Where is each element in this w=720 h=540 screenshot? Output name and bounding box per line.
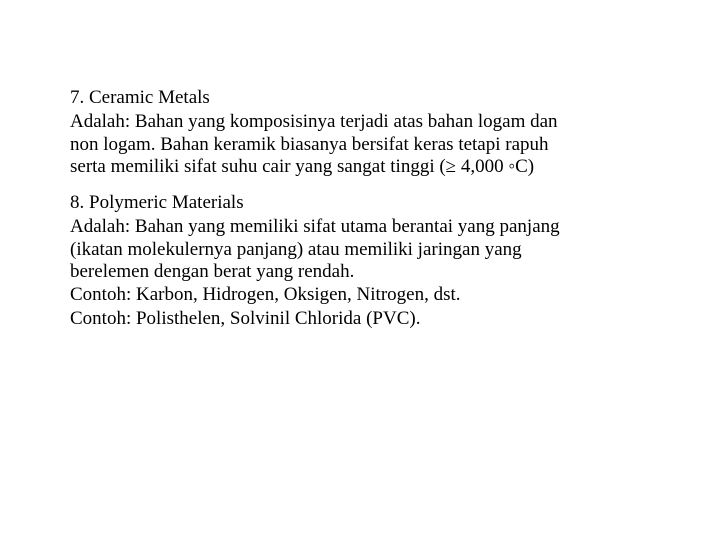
definition-line: (ikatan molekulernya panjang) atau memiliki jaringan yang xyxy=(70,239,522,260)
definition-line: Adalah: Bahan yang komposisinya terjadi atas bahan logam dan xyxy=(70,111,558,132)
section-heading: 8. Polymeric Materials xyxy=(70,192,244,213)
example-line: Contoh: Karbon, Hidrogen, Oksigen, Nitrogen, dst. xyxy=(70,284,461,305)
definition-line: serta memiliki sifat suhu cair yang sangat tinggi (≥ 4,000 ◦C) xyxy=(70,156,535,177)
definition-line: berelemen dengan berat yang rendah. xyxy=(70,261,355,282)
definition-line: non logam. Bahan keramik biasanya bersifat keras tetapi rapuh xyxy=(70,134,549,155)
slide-content xyxy=(70,86,670,331)
section-polymeric-materials xyxy=(70,191,670,331)
section-ceramic-metals xyxy=(70,86,670,178)
definition-line: Adalah: Bahan yang memiliki sifat utama berantai yang panjang xyxy=(70,216,560,237)
section-heading: 7. Ceramic Metals xyxy=(70,87,210,108)
example-line: Contoh: Polisthelen, Solvinil Chlorida (PVC). xyxy=(70,308,421,329)
